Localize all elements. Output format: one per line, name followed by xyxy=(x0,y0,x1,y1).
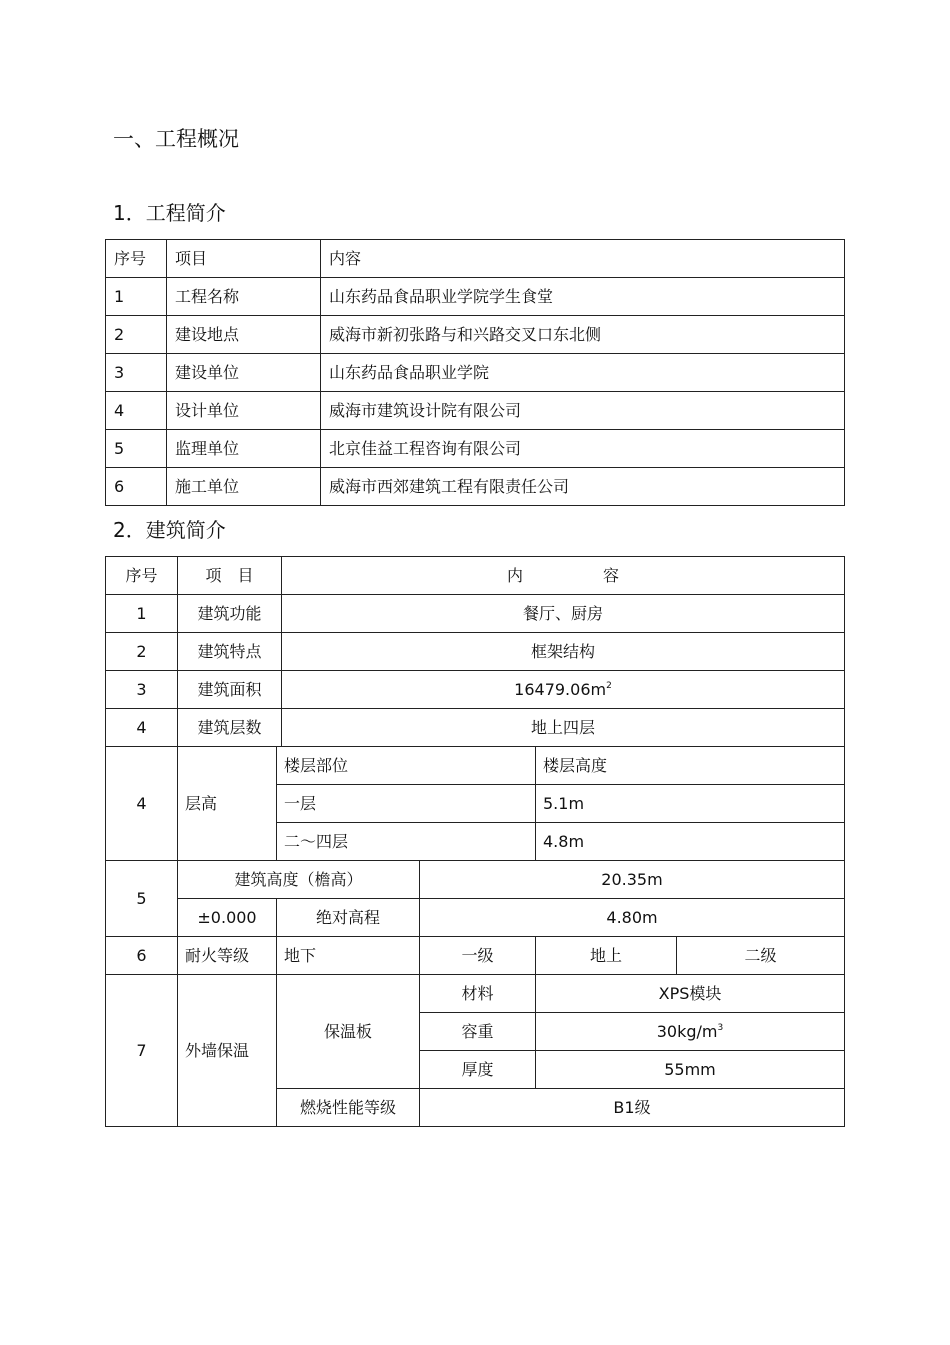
row-content: 威海市建筑设计院有限公司 xyxy=(321,392,845,430)
elevation-label: 绝对高程 xyxy=(277,899,420,937)
row-content: 威海市新初张路与和兴路交叉口东北侧 xyxy=(321,316,845,354)
project-overview-table xyxy=(105,239,845,506)
table-row xyxy=(106,975,845,1013)
row-number: 3 xyxy=(106,354,167,392)
row-number: 1 xyxy=(106,595,178,633)
table-header-row xyxy=(106,240,845,278)
floor-height: 4.8m xyxy=(536,823,845,861)
density-value: 30kg/m xyxy=(656,1021,718,1041)
floor-name: 二～四层 xyxy=(277,823,536,861)
area-unit-superscript: 2 xyxy=(606,680,612,691)
table-row xyxy=(106,430,845,468)
row-content: 框架结构 xyxy=(282,633,845,671)
row-number: 4 xyxy=(106,747,178,861)
row-content: 餐厅、厨房 xyxy=(282,595,845,633)
row-number: 5 xyxy=(106,430,167,468)
row-content: 山东药品食品职业学院 xyxy=(321,354,845,392)
density-unit-superscript: 3 xyxy=(717,1022,724,1033)
insulation-label: 材料 xyxy=(420,975,536,1013)
row-item: 外墙保温 xyxy=(178,975,277,1127)
row-item: 建设单位 xyxy=(167,354,321,392)
row-content: 北京佳益工程咨询有限公司 xyxy=(321,430,845,468)
table-row xyxy=(106,595,845,633)
table-row xyxy=(106,709,845,747)
row-content: 威海市西郊建筑工程有限责任公司 xyxy=(321,468,845,506)
header-cell: 序号 xyxy=(106,557,178,595)
header-cell: 序号 xyxy=(106,240,167,278)
table-row xyxy=(106,468,845,506)
combustion-value: B1级 xyxy=(420,1089,845,1127)
row-item: 建筑特点 xyxy=(178,633,282,671)
row-content: 山东药品食品职业学院学生食堂 xyxy=(321,278,845,316)
row-content xyxy=(282,671,845,709)
fire-above-label: 地上 xyxy=(536,937,677,975)
page-heading: 一、工程概况 xyxy=(113,127,239,151)
row-number: 7 xyxy=(106,975,178,1127)
row-item: 工程名称 xyxy=(167,278,321,316)
row-number: 2 xyxy=(106,316,167,354)
row-number: 2 xyxy=(106,633,178,671)
insulation-value: 55mm xyxy=(536,1051,845,1089)
row-item: 建筑功能 xyxy=(178,595,282,633)
height-value: 20.35m xyxy=(420,861,845,899)
floor-height: 5.1m xyxy=(536,785,845,823)
elevation-value: 4.80m xyxy=(420,899,845,937)
table-row xyxy=(106,671,845,709)
building-overview-table xyxy=(105,556,845,1127)
elevation-reference: ±0.000 xyxy=(178,899,277,937)
row-number: 6 xyxy=(106,468,167,506)
row-number: 1 xyxy=(106,278,167,316)
row-number: 4 xyxy=(106,392,167,430)
fire-above-value: 二级 xyxy=(677,937,845,975)
row-item: 耐火等级 xyxy=(178,937,277,975)
row-content: 地上四层 xyxy=(282,709,845,747)
row-item: 建筑层数 xyxy=(178,709,282,747)
floor-subheader: 楼层高度 xyxy=(536,747,845,785)
row-number: 4 xyxy=(106,709,178,747)
row-item: 监理单位 xyxy=(167,430,321,468)
table-row xyxy=(106,633,845,671)
combustion-label: 燃烧性能等级 xyxy=(277,1089,420,1127)
section1-title: 1．工程简介 xyxy=(113,201,226,225)
row-number: 3 xyxy=(106,671,178,709)
insulation-value xyxy=(536,1013,845,1051)
table-header-row xyxy=(106,557,845,595)
table-row xyxy=(106,316,845,354)
fire-below-label: 地下 xyxy=(277,937,420,975)
table-row xyxy=(106,747,845,785)
floor-name: 一层 xyxy=(277,785,536,823)
header-cell: 内容 xyxy=(321,240,845,278)
row-item: 层高 xyxy=(178,747,277,861)
table-row xyxy=(106,392,845,430)
floor-subheader: 楼层部位 xyxy=(277,747,536,785)
insulation-label: 厚度 xyxy=(420,1051,536,1089)
table-row xyxy=(106,354,845,392)
row-item: 建设地点 xyxy=(167,316,321,354)
row-number: 5 xyxy=(106,861,178,937)
insulation-board: 保温板 xyxy=(277,975,420,1089)
insulation-label: 容重 xyxy=(420,1013,536,1051)
height-label: 建筑高度（檐高） xyxy=(178,861,420,899)
row-item: 建筑面积 xyxy=(178,671,282,709)
fire-below-value: 一级 xyxy=(420,937,536,975)
row-item: 施工单位 xyxy=(167,468,321,506)
section2-title: 2．建筑简介 xyxy=(113,518,226,542)
table-row xyxy=(106,861,845,899)
header-cell: 项目 xyxy=(167,240,321,278)
table-row xyxy=(106,278,845,316)
area-value: 16479.06m xyxy=(514,679,607,699)
insulation-value: XPS模块 xyxy=(536,975,845,1013)
table-row xyxy=(106,937,845,975)
header-cell: 项 目 xyxy=(178,557,282,595)
header-cell: 内 容 xyxy=(282,557,845,595)
table-row xyxy=(106,899,845,937)
row-item: 设计单位 xyxy=(167,392,321,430)
row-number: 6 xyxy=(106,937,178,975)
